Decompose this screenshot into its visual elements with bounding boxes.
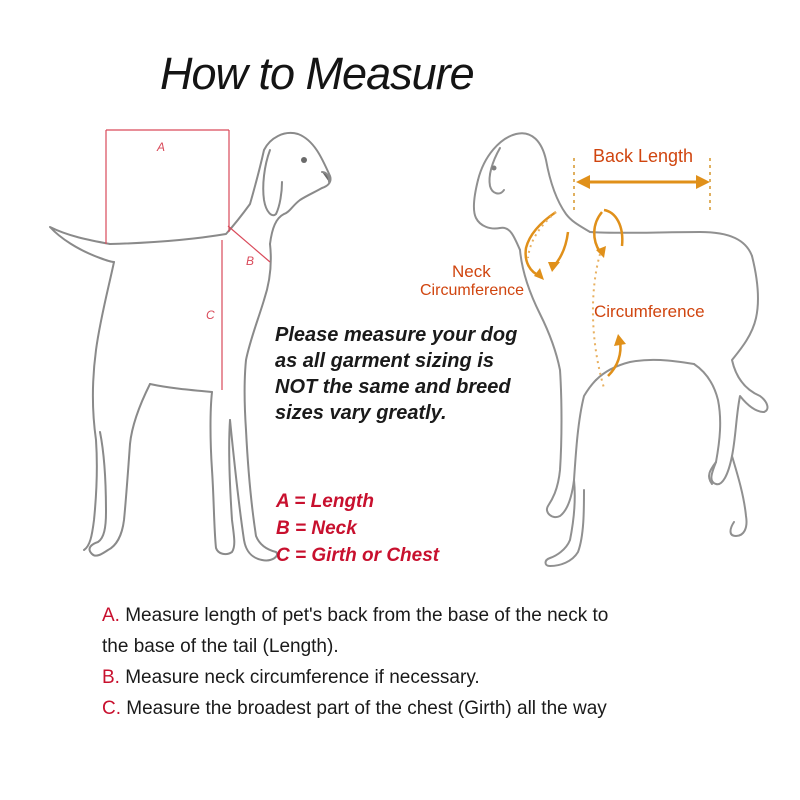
step-c — [102, 693, 608, 724]
step-a-cont: the base of the tail (Length). — [102, 636, 339, 657]
step-letter: C. — [102, 698, 121, 719]
measurement-legend — [276, 488, 439, 569]
legend-girth: C = Girth or Chest — [276, 545, 440, 566]
back-length-arrow — [576, 175, 710, 189]
note-line: Please measure your dog — [275, 324, 518, 346]
note-line: NOT the same and breed — [275, 376, 511, 398]
circumference-label: Circumference — [594, 302, 705, 321]
dim-label-a: A — [157, 140, 166, 154]
step-text: Measure the broadest part of the chest (Girth) all the way — [121, 698, 607, 719]
page-title: How to Measure — [160, 48, 474, 99]
step-text: Measure neck circumference if necessary. — [119, 667, 480, 688]
chest-circumference-arrows — [594, 210, 626, 376]
chest-dotted-ring — [593, 254, 604, 388]
neck-label-line1: Neck — [452, 262, 491, 281]
step-letter: A. — [102, 605, 120, 626]
instructions — [102, 600, 608, 724]
neck-label-line2: Circumference — [420, 282, 525, 299]
legend-length: A = Length — [276, 491, 374, 512]
step-letter: B. — [102, 667, 120, 688]
note-line: as all garment sizing is — [275, 350, 494, 372]
dim-label-c: C — [206, 308, 215, 322]
measure-note — [275, 322, 517, 426]
legend-neck: B = Neck — [276, 518, 357, 539]
step-text: Measure length of pet's back from the base of the neck to — [119, 605, 609, 626]
note-line: sizes vary greatly. — [275, 402, 447, 424]
step-a — [102, 600, 608, 631]
dim-label-b: B — [246, 254, 255, 268]
back-length-label: Back Length — [593, 146, 694, 166]
step-b — [102, 662, 608, 693]
